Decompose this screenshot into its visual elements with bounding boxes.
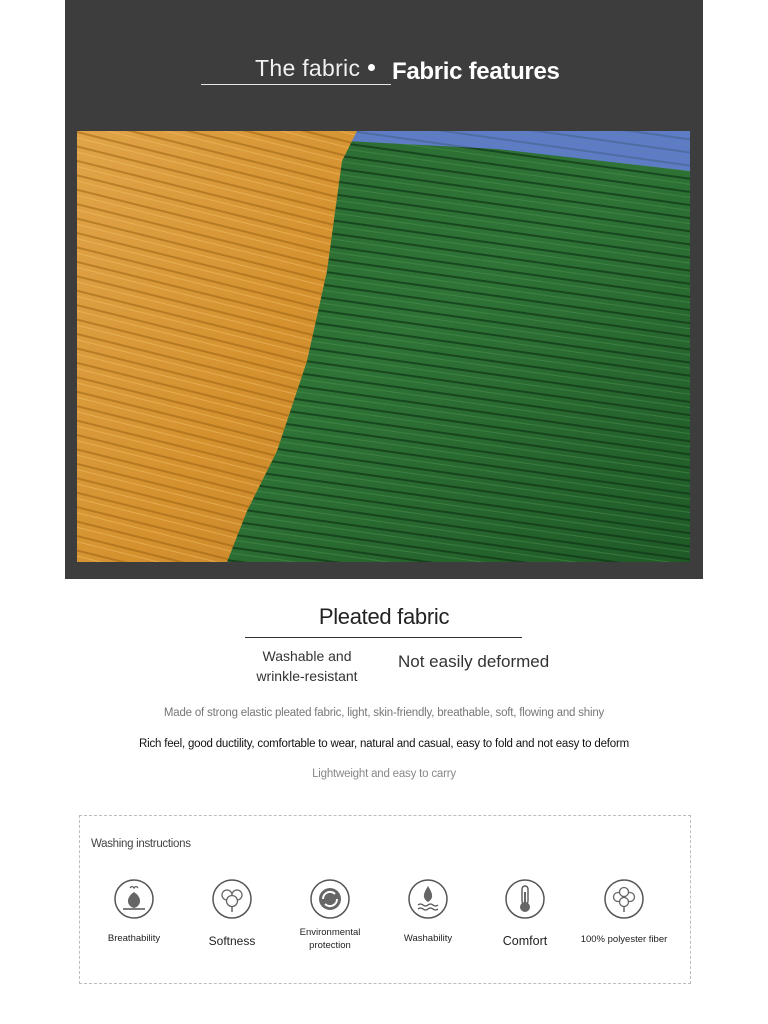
washing-instructions-panel — [79, 815, 691, 984]
wash-label-breathability: Breathability — [107, 933, 161, 944]
wash-label-environmental-line2: protection — [309, 940, 351, 951]
section-title: Pleated fabric — [318, 604, 450, 629]
fabric-photo-illustration — [77, 131, 690, 562]
description-line-2: Rich feel, good ductility, comfortable to wear, natural and casual, easy to fold and not easy to deform — [139, 738, 629, 750]
fiber-flower-icon — [603, 878, 645, 920]
hero-banner — [65, 0, 703, 579]
wash-label-environmental — [282, 926, 378, 952]
wash-label-washability: Washability — [403, 933, 453, 944]
cotton-flower-icon — [211, 878, 253, 920]
hero-title-right: Fabric features — [392, 58, 560, 85]
wash-label-softness: Softness — [208, 934, 256, 948]
wash-item-comfort — [477, 878, 573, 948]
description-line-1: Made of strong elastic pleated fabric, light, skin-friendly, breathable, soft, flowing and shiny — [163, 707, 605, 719]
hero-title-underline — [201, 84, 391, 85]
feature-washable-line2: wrinkle-resistant — [256, 668, 358, 684]
wash-label-environmental-line1: Environmental — [299, 927, 361, 938]
water-drop-icon — [407, 878, 449, 920]
wash-label-comfort: Comfort — [502, 934, 548, 948]
feature-not-deformed: Not easily deformed — [398, 652, 550, 671]
wash-item-breathability — [86, 878, 182, 944]
breathability-icon — [113, 878, 155, 920]
hero-dot-separator — [368, 64, 375, 71]
recycle-icon — [309, 878, 351, 920]
feature-washable — [247, 646, 367, 686]
washing-instructions-title: Washing instructions — [91, 838, 191, 850]
thermometer-icon — [504, 878, 546, 920]
description-line-3: Lightweight and easy to carry — [312, 768, 456, 780]
section-title-underline — [245, 637, 522, 638]
feature-washable-line1: Washable and — [262, 648, 352, 664]
wash-label-polyester: 100% polyester fiber — [580, 934, 668, 945]
wash-item-environmental — [282, 878, 378, 951]
hero-title-left: The fabric — [255, 55, 361, 81]
pleated-fabric-photo — [77, 131, 690, 562]
wash-item-softness — [184, 878, 280, 948]
wash-item-polyester — [576, 878, 672, 945]
wash-item-washability — [380, 878, 476, 944]
